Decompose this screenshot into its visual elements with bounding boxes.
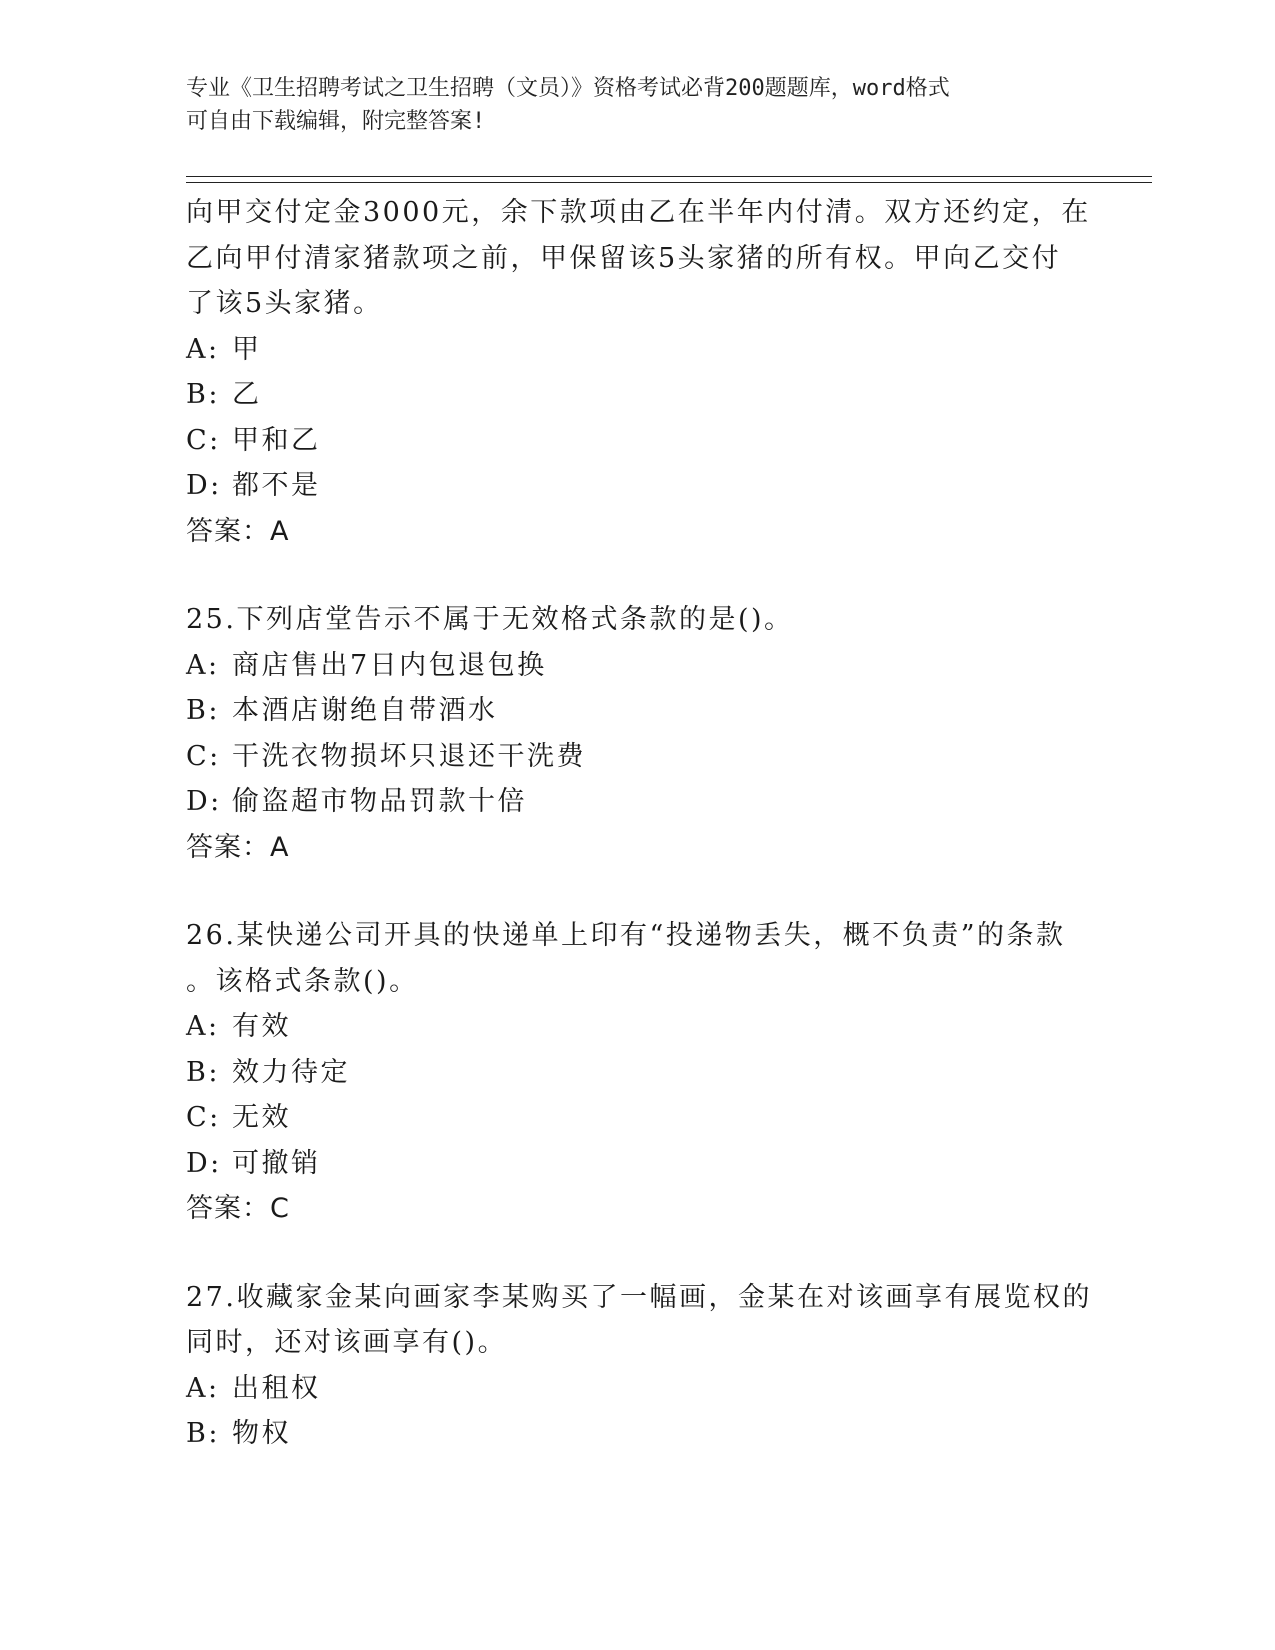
- option-text: 出租权: [232, 1372, 321, 1404]
- header-line-1: 专业《卫生招聘考试之卫生招聘（文员）》资格考试必背200题题库，word格式: [186, 76, 950, 101]
- question-text-line: 25.下列店堂告示不属于无效格式条款的是()。: [186, 604, 794, 635]
- option-text: 干洗衣物损坏只退还干洗费: [232, 740, 586, 772]
- option-a: [186, 1004, 1086, 1050]
- option-text: 乙: [232, 379, 262, 410]
- option-b: [186, 372, 1086, 418]
- option-label: B:: [186, 695, 220, 726]
- question-spacer: [186, 554, 1086, 597]
- question-text-line: 。该格式条款()。: [186, 965, 419, 997]
- option-text: 物权: [232, 1418, 291, 1449]
- option-text: 甲: [232, 333, 262, 365]
- option-d: [186, 1141, 1086, 1187]
- option-label: C:: [186, 424, 221, 456]
- question-spacer: [186, 1232, 1086, 1275]
- option-label: B:: [186, 379, 220, 410]
- option-text: 有效: [232, 1011, 291, 1042]
- document-header: [186, 72, 1086, 138]
- question-text-line: 27.收藏家金某向画家李某购买了一幅画，金某在对该画享有展览权的: [186, 1281, 1092, 1313]
- option-text: 效力待定: [232, 1056, 350, 1088]
- question-spacer: [186, 870, 1086, 913]
- option-d: [186, 463, 1086, 509]
- question-26: [186, 913, 1086, 1232]
- question-24: [186, 190, 1091, 554]
- option-text: 甲和乙: [232, 424, 321, 456]
- header-line-2: 可自由下载编辑，附完整答案!: [186, 109, 486, 134]
- option-label: A:: [186, 1372, 220, 1404]
- option-label: D:: [186, 470, 222, 501]
- option-a: [186, 1366, 1086, 1412]
- option-text: 本酒店谢绝自带酒水: [232, 695, 498, 726]
- option-label: C:: [186, 1102, 221, 1133]
- option-text: 无效: [232, 1102, 291, 1133]
- option-c: [186, 734, 1086, 780]
- option-b: [186, 688, 1086, 734]
- option-label: A:: [186, 1011, 220, 1042]
- question-text-line: 26.某快递公司开具的快递单上印有“投递物丢失，概不负责”的条款: [186, 920, 1066, 951]
- option-b: [186, 1411, 1086, 1457]
- option-label: C:: [186, 740, 221, 772]
- question-text-line: 向甲交付定金3000元，余下款项由乙在半年内付清。双方还约定，在: [186, 197, 1091, 228]
- option-label: D:: [186, 786, 222, 817]
- option-label: B:: [186, 1056, 220, 1088]
- option-c: [186, 1095, 1086, 1141]
- question-text-line: 同时，还对该画享有()。: [186, 1327, 508, 1358]
- option-b: [186, 1050, 1086, 1096]
- header-divider-bottom: [186, 182, 1152, 183]
- option-a: [186, 327, 1086, 373]
- option-c: [186, 418, 1086, 464]
- answer-line: 答案：A: [186, 831, 290, 863]
- option-text: 偷盗超市物品罚款十倍: [232, 786, 527, 817]
- question-25: [186, 597, 1086, 870]
- option-text: 都不是: [232, 470, 321, 501]
- answer-line: 答案：C: [186, 1193, 290, 1224]
- document-body: [186, 190, 1092, 1457]
- option-label: B:: [186, 1418, 220, 1449]
- question-27: [186, 1275, 1092, 1457]
- option-label: D:: [186, 1147, 222, 1179]
- option-label: A:: [186, 333, 220, 365]
- option-label: A:: [186, 649, 220, 681]
- header-divider-top: [186, 176, 1152, 177]
- option-a: [186, 643, 1086, 689]
- question-text-line: 了该5头家猪。: [186, 288, 383, 319]
- option-text: 商店售出7日内包退包换: [232, 649, 547, 681]
- question-text-line: 乙向甲付清家猪款项之前，甲保留该5头家猪的所有权。甲向乙交付: [186, 242, 1062, 274]
- answer-line: 答案：A: [186, 515, 290, 547]
- option-d: [186, 779, 1086, 825]
- option-text: 可撤销: [232, 1147, 321, 1179]
